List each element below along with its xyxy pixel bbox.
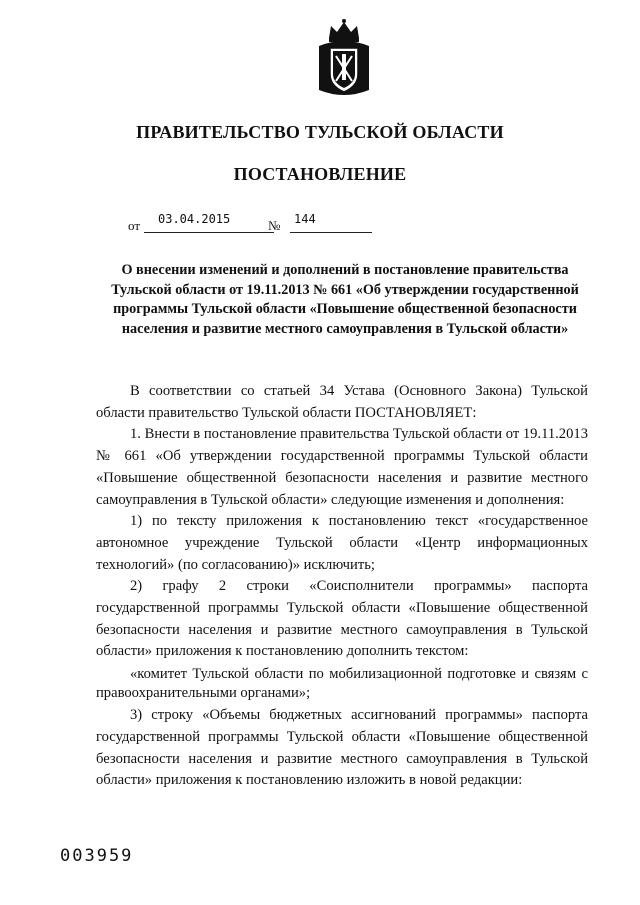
number-underline — [290, 232, 372, 233]
document-number: 144 — [294, 212, 316, 226]
document-subject: О внесении изменений и дополнений в постановление правительства Тульской области от 19.11.2013 № 661 «Об утверждении государственной программы Тульской области «Повышение общественной безопасности населения и развитие местного самоуправления в Тульской области» — [111, 262, 579, 337]
government-title: ПРАВИТЕЛЬСТВО ТУЛЬСКОЙ ОБЛАСТИ — [136, 122, 504, 142]
body-paragraph: 2) графу 2 строки «Соисполнители программы» паспорта государственной программы Тульской области «Повышение общественной безопасности населения и развитие местного самоуправления в Тульской области» приложения к постановлению дополнить текстом: — [96, 578, 588, 660]
serial-number: 003959 — [60, 846, 134, 866]
document-date: 03.04.2015 — [158, 212, 231, 226]
body-paragraph: 1) по тексту приложения к постановлению текст «государственное автономное учреждение Тульской области «Центр информационных технологий» (по согласованию)» исключить; — [96, 513, 588, 573]
document-type-title: ПОСТАНОВЛЕНИЕ — [233, 164, 407, 184]
date-label: от — [128, 218, 141, 233]
date-underline — [144, 232, 274, 233]
body-paragraph: 1. Внести в постановление правительства Тульской области от 19.11.2013 № 661 «Об утверждении государственной программы Тульской области «Повышение общественной безопасности населения и развитие местного самоуправления в Тульской области» следующие изменения и дополнения: — [96, 426, 588, 508]
coat-of-arms-icon — [315, 18, 373, 100]
body-paragraph: «комитет Тульской области по мобилизационной подготовке и связям с правоохранительными органами»; — [96, 666, 588, 702]
number-label: № — [268, 218, 281, 233]
body-paragraph: В соответствии со статьей 34 Устава (Основного Закона) Тульской области правительство Тульской области ПОСТАНОВЛЯЕТ: — [96, 383, 588, 421]
body-paragraph: 3) строку «Объемы бюджетных ассигнований программы» паспорта государственной программы Тульской области «Повышение общественной безопасности населения и развитие местного самоуправления в Тульской области» приложения к постановлению изложить в новой редакции: — [96, 707, 588, 789]
document-meta — [128, 212, 388, 236]
document-body — [96, 381, 588, 792]
